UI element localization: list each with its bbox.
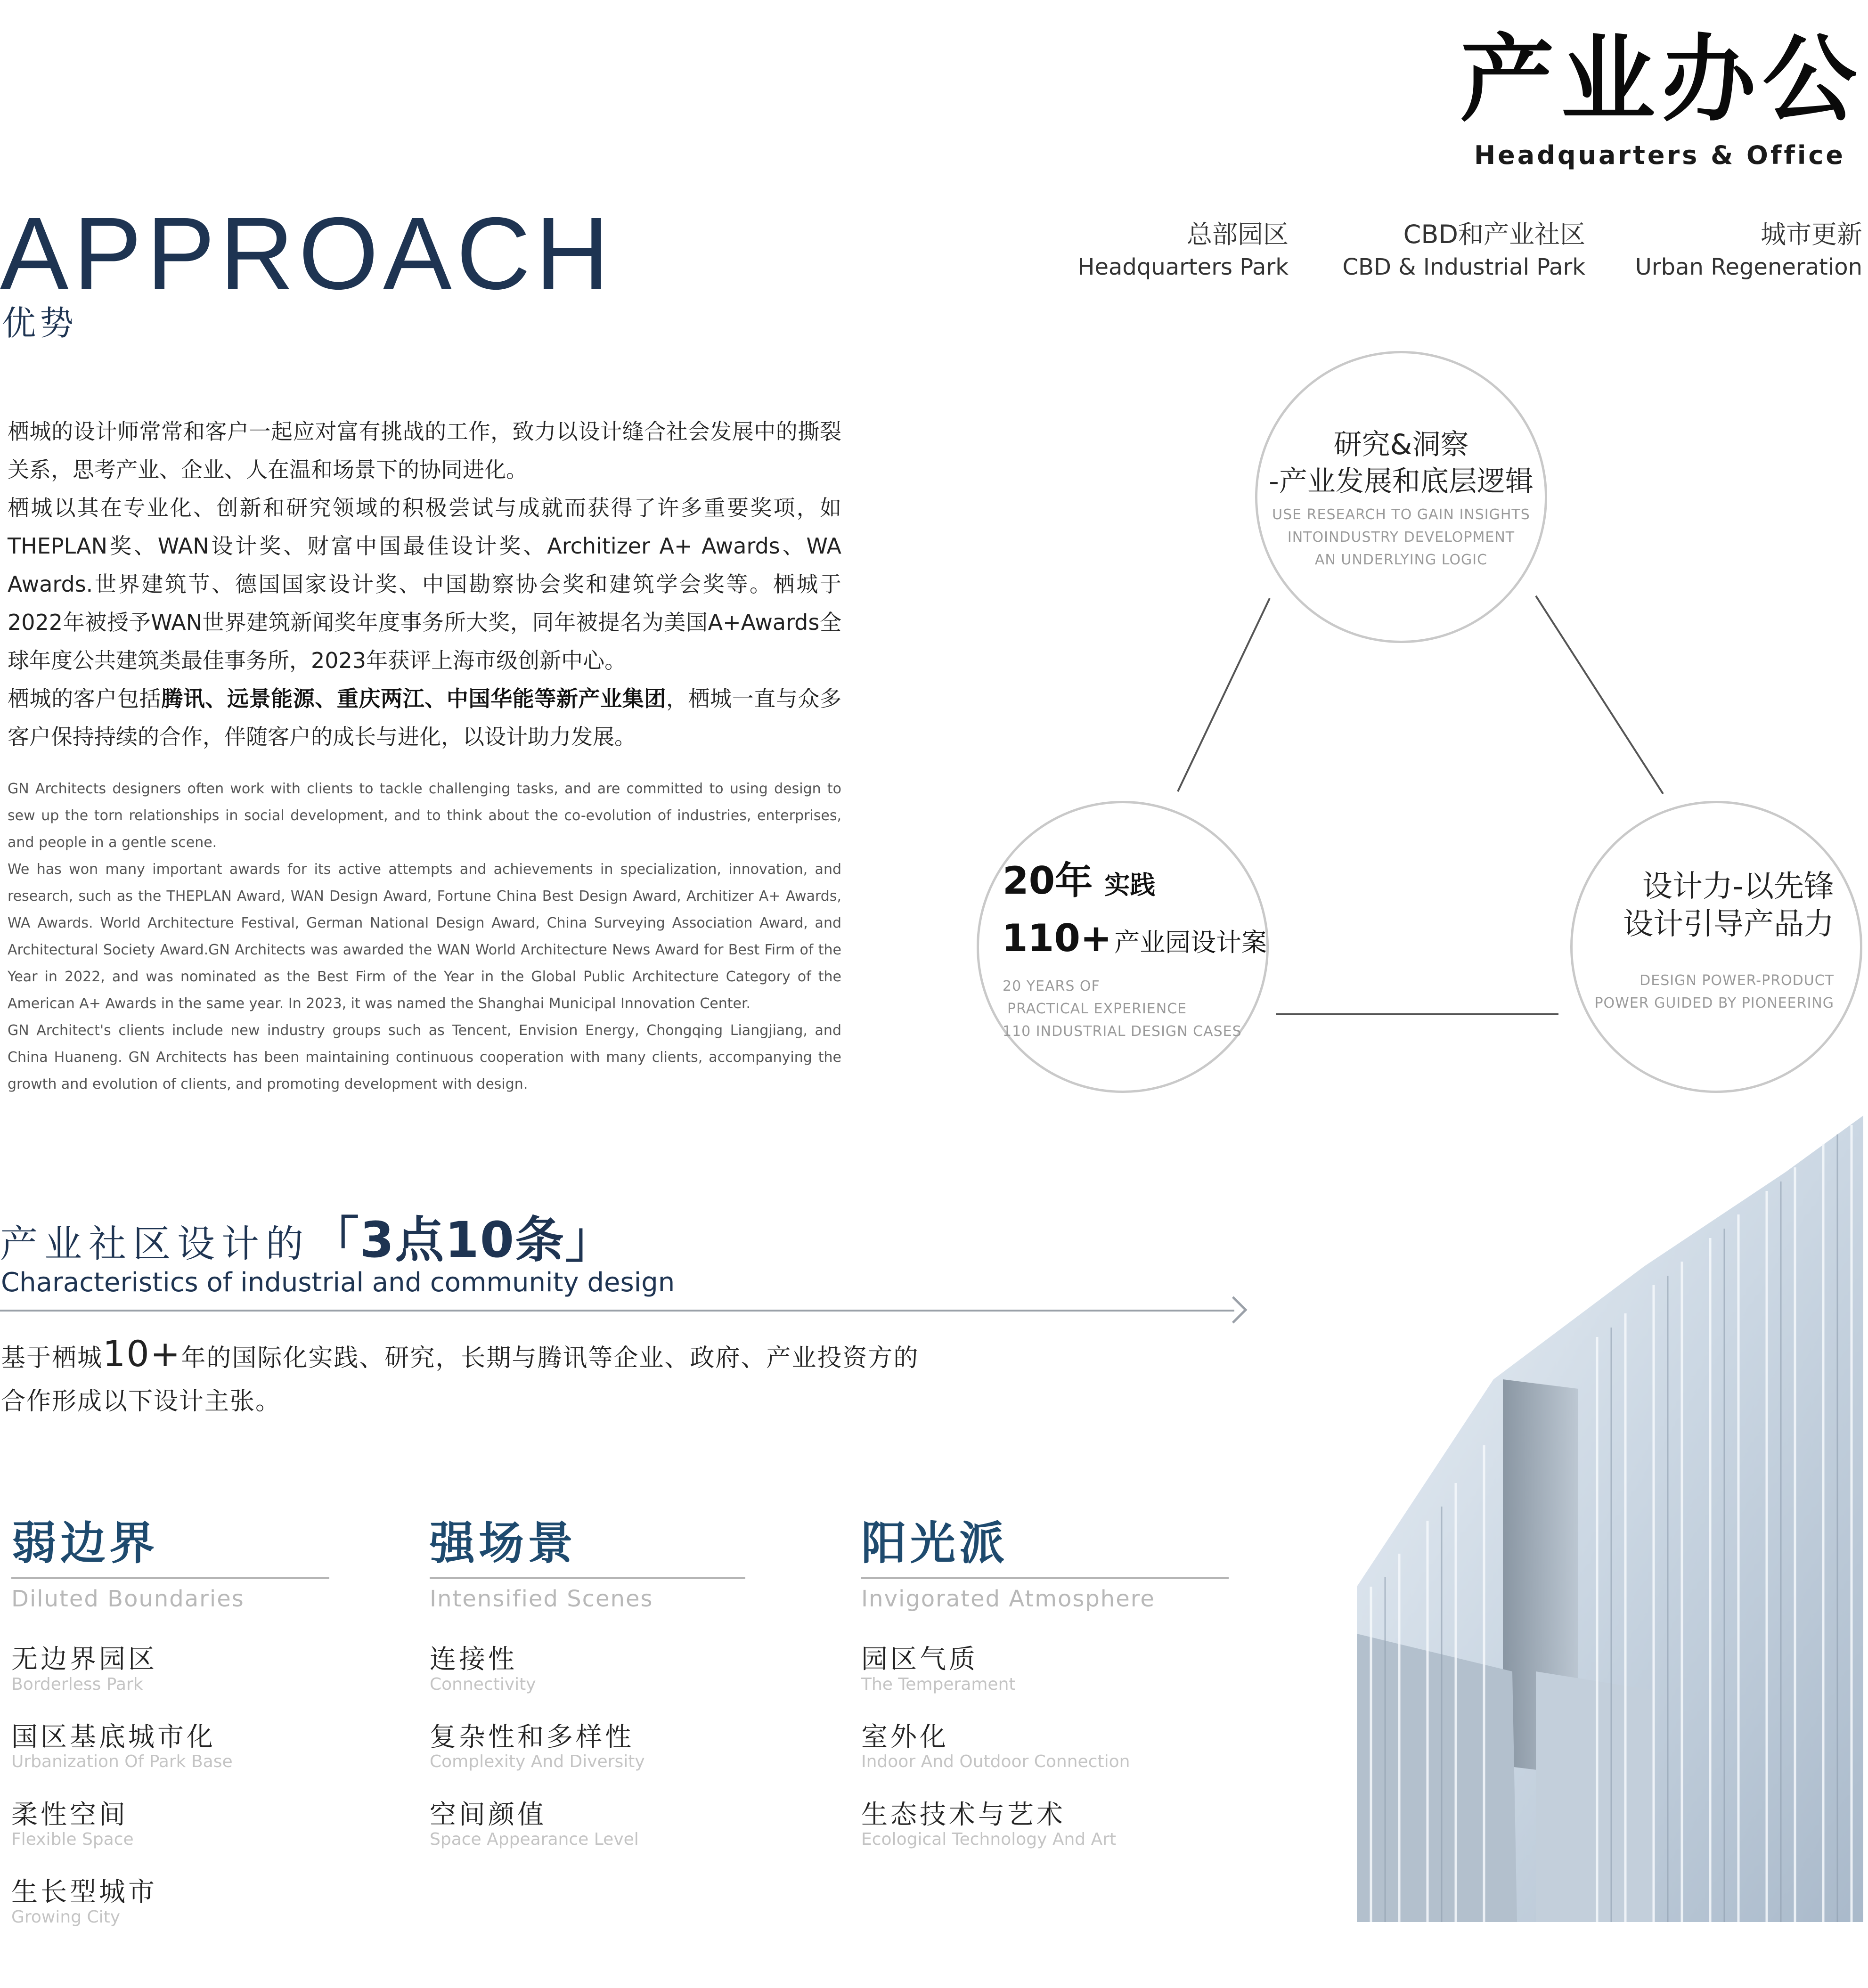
item-en: Urbanization Of Park Base [11,1752,233,1772]
research-en-3: AN UNDERLYING LOGIC [1314,552,1488,568]
design-cases-label: 产业园设计案 [1114,928,1267,957]
item-zh: 连接性 [430,1644,517,1675]
section-divider [0,1310,1234,1312]
desc-post: 年的国际化实践、研究，长期与腾讯等企业、政府、产业投资方的合作形成以下设计主张。 [1,1344,919,1416]
body-zh-paragraph-2: 栖城以其在专业化、创新和研究领域的积极尝试与成就而获得了许多重要奖项，如THEPLAN奖、WAN设计奖、财富中国最佳设计奖、Architizer A+ Awards、WA Awards.世界建筑节、德国国家设计奖、中国勘察协会奖和建筑学会奖等。栖城于2022年被授予WAN世界建筑新闻奖年度事务所大奖，同年被提名为美国A+Awards全球年度公共建筑类最佳事务所，2023年获评上海市级创新中心。 [8,495,841,673]
design-cases-count: 110+ [1002,916,1112,960]
category-en: CBD & Industrial Park [1342,254,1585,280]
body-zh-p3-pre: 栖城的客户包括 [8,686,162,711]
item-zh: 复杂性和多样性 [430,1721,634,1752]
item-en: Space Appearance Level [430,1830,639,1849]
column-invigorated-atmosphere [861,1517,1229,1849]
item-zh: 生长型城市 [11,1877,157,1908]
design-power-title-1: 设计力-以先锋 [1642,869,1834,904]
column-subtitle: Invigorated Atmosphere [861,1586,1155,1612]
section-title-highlight: 「3点10条」 [310,1211,615,1269]
research-title-2: -产业发展和底层逻辑 [1269,465,1534,498]
column-title: 弱边界 [11,1517,158,1570]
item-en: Connectivity [430,1674,536,1694]
column-intensified-scenes [430,1517,745,1849]
column-subtitle: Intensified Scenes [430,1586,653,1612]
body-zh-p3-clients: 腾讯、远景能源、重庆两江、中国华能等新产业集团 [161,686,666,711]
design-power-en-2: POWER GUIDED BY PIONEERING [1594,995,1834,1011]
body-en-paragraph-3: GN Architect's clients include new industry groups such as Tencent, Envision Energy, Chongqing Liangjiang, and China Huaneng. GN Architects has been maintaining continuous cooperation with many clients, accompanying the growth and evolution of clients, and promoting development with design. [8,1022,841,1092]
design-power-title-2: 设计引导产品力 [1623,907,1834,942]
item-zh: 空间颜值 [430,1799,547,1830]
design-power-text [1570,868,1834,1015]
category-en: Headquarters Park [1077,254,1289,280]
category-en: Urban Regeneration [1635,254,1862,280]
item-zh: 无边界园区 [11,1644,157,1675]
list-item [11,1801,329,1850]
approach-subheading: 优势 [2,303,78,343]
list-item [11,1723,329,1772]
item-en: Borderless Park [11,1674,143,1694]
body-en-paragraph-2: We has won many important awards for its active attempts and achievements in specialization, innovation, and research, such as the THEPLAN Award, WAN Design Award, Fortune China Best Design Award, Architizer A+ Awards, WA Awards. World Architecture Festival, German National Design Award, China Surveying Association Award, and Architectural Society Award.GN Architects was awarded the WAN World Architecture News Award for Best Firm of the Year in 2022, and was nominated as the Best Firm of the Year in the Global Public Architecture Category of the American A+ Awards in the same year. In 2023, it was named the Shanghai Municipal Innovation Center. [8,861,841,1012]
list-item [861,1723,1229,1772]
column-title: 强场景 [430,1517,577,1570]
page-subtitle: Headquarters & Office [1474,140,1845,170]
item-en: Flexible Space [11,1830,134,1849]
experience-years-label: 实践 [1104,870,1156,900]
item-en: The Temperament [861,1674,1016,1694]
column-title: 阳光派 [861,1517,1008,1570]
column-divider [11,1577,329,1579]
list-item [11,1645,329,1695]
body-zh-p3-post: ，栖城一直与众多客户保持持续的合作，伴随客户的成长与进化，以设计助力发展。 [8,686,842,750]
column-divider [861,1577,1229,1579]
experience-years: 20年 [1003,859,1093,903]
item-zh: 柔性空间 [11,1799,128,1830]
section-title-pre: 产业社区设计的 [0,1222,310,1266]
design-power-en-1: DESIGN POWER-PRODUCT [1640,972,1834,989]
list-item [430,1723,745,1772]
list-item [430,1801,745,1850]
desc-pre: 基于栖城 [1,1344,103,1372]
page-title: 产业办公 [1460,25,1863,135]
category-zh: CBD和产业社区 [1403,220,1585,249]
connector-top-right [1536,596,1663,794]
facade-lower [1357,1634,1517,1922]
category-zh: 城市更新 [1761,220,1862,249]
connector-top-left [1178,598,1270,791]
experience-en-2: PRACTICAL EXPERIENCE [1007,1001,1187,1017]
item-zh: 园区气质 [861,1644,978,1675]
research-en-2: INTOINDUSTRY DEVELOPMENT [1287,529,1515,546]
list-item [861,1801,1229,1850]
item-en: Growing City [11,1907,121,1927]
item-en: Indoor And Outdoor Connection [861,1752,1130,1772]
column-subtitle: Diluted Boundaries [11,1586,245,1612]
category-zh: 总部园区 [1187,220,1289,249]
research-text [1255,426,1547,571]
facade-block [1536,1671,1654,1922]
approach-heading: APPROACH [0,196,614,311]
body-en-paragraph-1: GN Architects designers often work with clients to tackle challenging tasks, and are committed to using design to sew up the torn relationships in social development, and to think about the co-evolution of industries, enterprises, and people in a gentle scene. [8,781,841,851]
item-en: Complexity And Diversity [430,1752,645,1772]
list-item [11,1878,329,1927]
section-subtitle: Characteristics of industrial and community design [1,1267,675,1298]
desc-years: 10+ [103,1333,181,1375]
list-item [861,1645,1229,1695]
column-diluted-boundaries [11,1517,329,1927]
experience-en-1: 20 YEARS OF [1003,978,1100,994]
item-zh: 国区基底城市化 [11,1721,216,1752]
experience-en-3: 110 INDUSTRIAL DESIGN CASES [1003,1023,1242,1040]
research-en-1: USE RESEARCH TO GAIN INSIGHTS [1272,506,1530,523]
experience-text [1003,857,1267,1043]
item-zh: 生态技术与艺术 [861,1799,1066,1830]
item-zh: 室外化 [861,1721,949,1752]
body-zh-paragraph-1: 栖城的设计师常常和客户一起应对富有挑战的工作，致力以设计缝合社会发展中的撕裂关系，思考产业、企业、人在温和场景下的协同进化。 [8,419,841,482]
building-facade-image [1314,1116,1863,1922]
column-divider [430,1577,745,1579]
item-en: Ecological Technology And Art [861,1830,1117,1849]
section-description [1,1332,920,1423]
section-title [0,1211,615,1270]
list-item [430,1645,745,1695]
research-title-1: 研究&洞察 [1333,428,1469,461]
